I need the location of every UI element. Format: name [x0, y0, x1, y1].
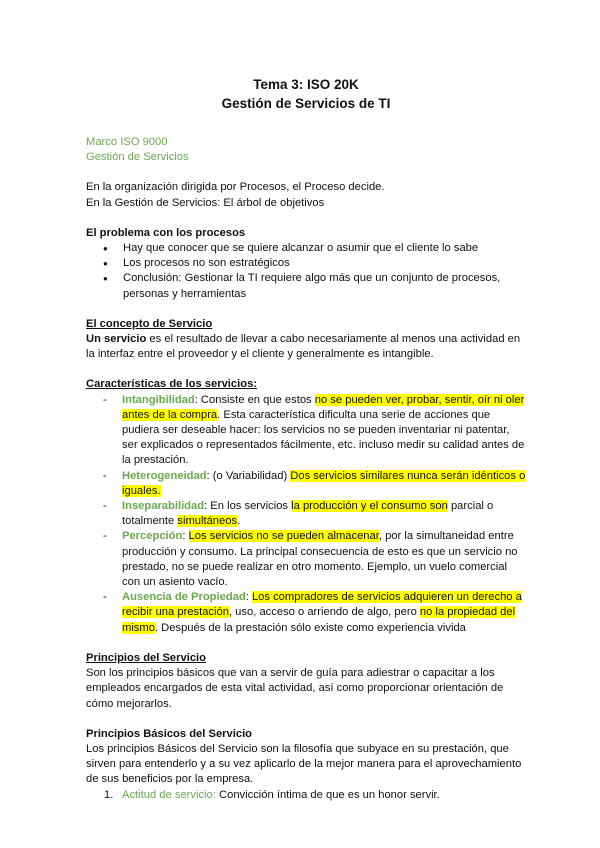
- item-term: Actitud de servicio:: [122, 788, 216, 801]
- basicos-heading: Principios Básicos del Servicio: [86, 727, 253, 740]
- item-text: :: [245, 591, 252, 604]
- list-item: [86, 529, 526, 590]
- item-term: Inseparabilidad: [122, 500, 205, 513]
- concepto-paragraph: [86, 332, 526, 362]
- list-item: [86, 499, 526, 529]
- concepto-term: Un servicio: [86, 333, 147, 346]
- item-text: parcial o totalmente: [122, 500, 494, 528]
- document-page: [86, 75, 526, 803]
- item-text: : (o Variabilidad): [206, 469, 291, 482]
- list-item: [86, 469, 526, 499]
- item-text: . Después de la prestación sólo existe como experiencia vivida: [154, 621, 466, 634]
- item-text: : En los servicios: [204, 500, 292, 513]
- highlight: Dos servicios similares nunca serán idénticos o iguales.: [122, 469, 526, 497]
- highlight: simultáneos: [177, 515, 238, 528]
- item-number: 1.: [104, 788, 114, 801]
- item-text: :: [182, 530, 189, 543]
- basicos-paragraph: Los principios Básicos del Servicio son la filosofía que subyace en su prestación, que sirven para entenderlo y a su vez aplicarlo de la mejor manera para el aprovechamiento de sus beneficios por la empresa.: [86, 742, 522, 786]
- list-item: ● Conclusión: Gestionar la TI requiere algo más que un conjunto de procesos, personas y herramientas: [86, 271, 526, 301]
- item-text: , uso, acceso o arriendo de algo, pero: [228, 606, 420, 619]
- concepto-heading: El concepto de Servicio: [86, 317, 213, 330]
- item-text: , por la simultaneidad entre producción y consumo. La principal consecuencia de esto es que un servicio no prestado, no se puede realizar en otro momento. Ejemplo, un vuelo comercial con un asiento vacío.: [122, 530, 518, 589]
- basicos-list: [86, 788, 526, 803]
- item-term: Ausencia de Propiedad: [122, 591, 246, 604]
- item-term: Heterogeneidad: [122, 469, 207, 482]
- highlight: Los compradores de servicios adquieren un derecho a recibir una prestación: [122, 591, 522, 619]
- green-intro-2: Gestión de Servicios: [86, 151, 189, 164]
- item-text: . Esta característica dificulta una serie de acciones que pudiera ser deseable hacer: los servicios no se pueden inventariar ni patentar, ser explicados o representados fácilmente, etc. incluso medir su calidad antes de la prestación.: [122, 408, 525, 467]
- list-item: ● Hay que conocer que se quiere alcanzar o asumir que el cliente lo sabe: [86, 241, 526, 256]
- list-item: [86, 590, 526, 636]
- concepto-text: es el resultado de llevar a cabo necesariamente al menos una actividad en la interfaz entre el proveedor y el cliente y generalmente es intangible.: [86, 333, 521, 361]
- intro-line-1: En la organización dirigida por Procesos, el Proceso decide.: [86, 181, 385, 194]
- item-text: .: [237, 515, 241, 528]
- item-text: : Consiste en que estos: [194, 393, 315, 406]
- problema-list: [86, 241, 526, 302]
- highlight: Los servicios no se pueden almacenar: [188, 530, 379, 543]
- principios-heading: Principios del Servicio: [86, 651, 206, 664]
- highlight: no se pueden ver, probar, sentir, oír ni oler antes de la compra: [122, 393, 525, 421]
- caracteristicas-list: [86, 393, 526, 636]
- list-item: ● Los procesos no son estratégicos: [86, 256, 526, 271]
- doc-title-line2: Gestión de Servicios de TI: [221, 96, 391, 111]
- green-intro-1: Marco ISO 9000: [86, 136, 168, 148]
- intro-line-2: En la Gestión de Servicios: El árbol de objetivos: [86, 196, 325, 209]
- highlight: no la propiedad del mismo: [122, 606, 516, 634]
- caracteristicas-heading: Características de los servicios:: [86, 378, 258, 391]
- item-text: Convicción íntima de que es un honor servir.: [215, 788, 440, 801]
- list-item: [86, 393, 526, 469]
- item-term: Intangibilidad: [122, 393, 195, 406]
- highlight: la producción y el consumo son: [291, 500, 448, 513]
- principios-paragraph: Son los principios básicos que van a servir de guía para adiestrar o capacitar a los empleados encargados de esta vital actividad, así como proporcionar orientación de cómo mejorarlos.: [86, 667, 504, 710]
- problema-heading: El problema con los procesos: [86, 226, 246, 239]
- list-item: [86, 788, 526, 803]
- item-term: Percepción: [122, 530, 183, 543]
- doc-title-line1: Tema 3: ISO 20K: [253, 77, 359, 92]
